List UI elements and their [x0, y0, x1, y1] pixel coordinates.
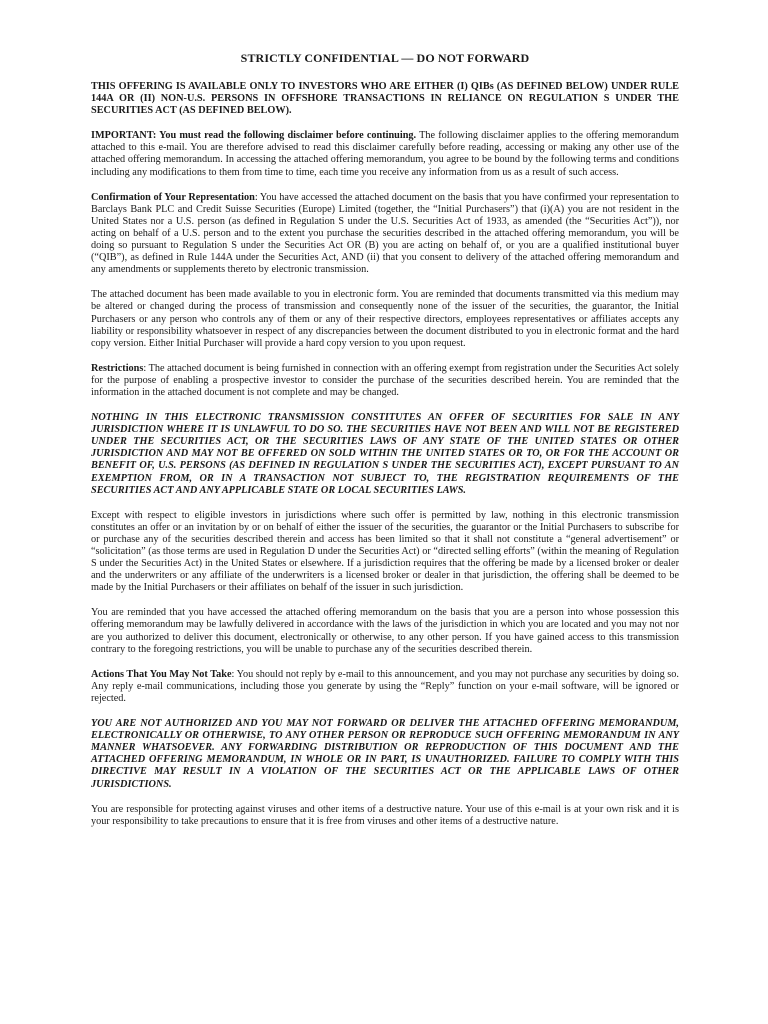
confirmation-text: : You have accessed the attached document on the basis that you have confirmed your representation to Barclays Bank PLC and Credit Suisse Securities (Europe) Limited (together, the “Initial Purchasers”) that (i)(A) you are not resident in the United States nor a U.S. person (as defined in Regulation S under the U.S. Securities Act of 1933, as amended (the “Securities Act”)), nor acting on behalf of a U.S. person and to the extent you purchase the securities described in the attached offering memorandum, you will be doing so pursuant to Regulation S under the Securities Act OR (B) you are acting on behalf of, or you are a qualified institutional buyer (“QIB”), as defined in Rule 144A under the Securities Act, AND (ii) that you consent to delivery of the attached offering memorandum and any amendments or supplements thereto by electronic transmission. [91, 191, 679, 276]
not-authorized-notice: YOU ARE NOT AUTHORIZED AND YOU MAY NOT FORWARD OR DELIVER THE ATTACHED OFFERING MEMORANDUM, ELECTRONICALLY OR OTHERWISE, TO ANY OTHER PERSON OR REPRODUCE SUCH OFFERING MEMORANDUM IN ANY MANNER WHATSOEVER. ANY FORWARDING DISTRIBUTION OR REPRODUCTION OF THIS DOCUMENT AND THE ATTACHED OFFERING MEMORANDUM, IN WHOLE OR IN PART, IS UNAUTHORIZED. FAILURE TO COMPLY WITH THIS DIRECTIVE MAY RESULT IN A VIOLATION OF THE SECURITIES ACT OR THE APPLICABLE LAWS OF OTHER JURISDICTIONS. [91, 718, 679, 790]
restrictions-heading: Restrictions [91, 362, 144, 374]
nothing-notice: NOTHING IN THIS ELECTRONIC TRANSMISSION CONSTITUTES AN OFFER OF SECURITIES FOR SALE IN ANY JURISDICTION WHERE IT IS UNLAWFUL TO DO SO. THE SECURITIES HAVE NOT BEEN AND WILL NOT BE REGISTERED UNDER THE SECURITIES ACT, OR THE SECURITIES LAWS OF ANY STATE OF THE UNITED STATES OR OTHER JURISDICTION AND MAY NOT BE OFFERED ON SOLD WITHIN THE UNITED STATES OR TO, OR FOR THE ACCOUNT OR BENEFIT OF, U.S. PERSONS (AS DEFINED IN REGULATION S UNDER THE SECURITIES ACT), EXCEPT PURSUANT TO AN EXEMPTION FROM, OR IN A TRANSACTION NOT SUBJECT TO, THE REGISTRATION REQUIREMENTS OF THE SECURITIES ACT AND ANY APPLICABLE STATE OR LOCAL SECURITIES LAWS. [91, 412, 679, 496]
confirmation-heading: Confirmation of Your Representation [91, 191, 255, 203]
important-heading: IMPORTANT: You must read the following disclaimer before continuing. [91, 130, 417, 142]
restrictions-paragraph [91, 363, 679, 399]
viruses-paragraph: You are responsible for protecting against viruses and other items of a destructive nature. Your use of this e-mail is at your own risk and it is your responsibility to take precautions to ensure that it is free from viruses and other items of a destructive nature. [91, 803, 679, 827]
important-paragraph [91, 130, 679, 178]
reminded-paragraph: You are reminded that you have accessed the attached offering memorandum on the basis that you are a person into whose possession this offering memorandum may be lawfully delivered in accordance with the laws of the jurisdiction in which you are located and you may not nor are you authorized to deliver this document, electronically or otherwise, to any other person. If you have gained access to this transmission contrary to the foregoing restrictions, you will be unable to purchase any of the securities described therein. [91, 607, 679, 655]
actions-text: : You should not reply by e-mail to this announcement, and you may not purchase any securities by doing so. Any reply e-mail communications, including those you generate by using the “Reply” function on your e-mail software, will be ignored or rejected. [91, 668, 679, 704]
page-title: STRICTLY CONFIDENTIAL — DO NOT FORWARD [240, 51, 530, 65]
actions-paragraph [91, 669, 679, 705]
except-paragraph: Except with respect to eligible investors in jurisdictions where such offer is permitted by law, nothing in this electronic transmission constitutes an offer or an invitation by or on behalf of either the issuer of the securities, the guarantor or the Initial Purchasers to subscribe for or purchase any of the securities described therein and access has been limited so that it shall not constitute a “general advertisement” or “solicitation” (as those terms are used in Regulation D under the Securities Act) or “directed selling efforts” (within the meaning of Regulation S under the Securities Act) in the United States or elsewhere. If a jurisdiction requires that the offering be made by a licensed broker or dealer and the underwriters or any affiliate of the underwriters is a licensed broker or dealer in that jurisdiction, the offering shall be deemed to be made by the Initial Purchasers or their affiliates on behalf of the issuer in such jurisdiction. [91, 509, 679, 594]
electronic-form-paragraph: The attached document has been made available to you in electronic form. You are reminded that documents transmitted via this medium may be altered or changed during the process of transmission and consequently none of the issuer of the securities, the guarantor, the Initial Purchasers or any person who controls any of them or any of their respective directors, employees representatives or affiliates accepts any liability or responsibility whatsoever in respect of any discrepancies between the document distributed to you in electronic format and the hard copy version. Either Initial Purchaser will provide a hard copy version to you upon request. [91, 289, 679, 349]
offering-notice: THIS OFFERING IS AVAILABLE ONLY TO INVESTORS WHO ARE EITHER (I) QIBs (AS DEFINED BELOW) UNDER RULE 144A OR (II) NON-U.S. PERSONS IN OFFSHORE TRANSACTIONS IN RELIANCE ON REGULATION S UNDER THE SECURITIES ACT (AS DEFINED BELOW). [91, 81, 679, 117]
important-text: The following disclaimer applies to the offering memorandum attached to this e-mail. You are therefore advised to read this disclaimer carefully before reading, accessing or making any other use of the attached offering memorandum. In accessing the attached offering memorandum, you agree to be bound by the following terms and conditions including any modifications to them from time to time, each time you receive any information from us as a result of such access. [91, 130, 679, 178]
actions-heading: Actions That You May Not Take [91, 668, 232, 680]
confirmation-paragraph [91, 192, 679, 277]
restrictions-text: : The attached document is being furnished in connection with an offering exempt from registration under the Securities Act solely for the purpose of enabling a prospective investor to consider the purchase of the securities described herein. You are reminded that the information in the attached document is not complete and may be changed. [91, 362, 679, 398]
